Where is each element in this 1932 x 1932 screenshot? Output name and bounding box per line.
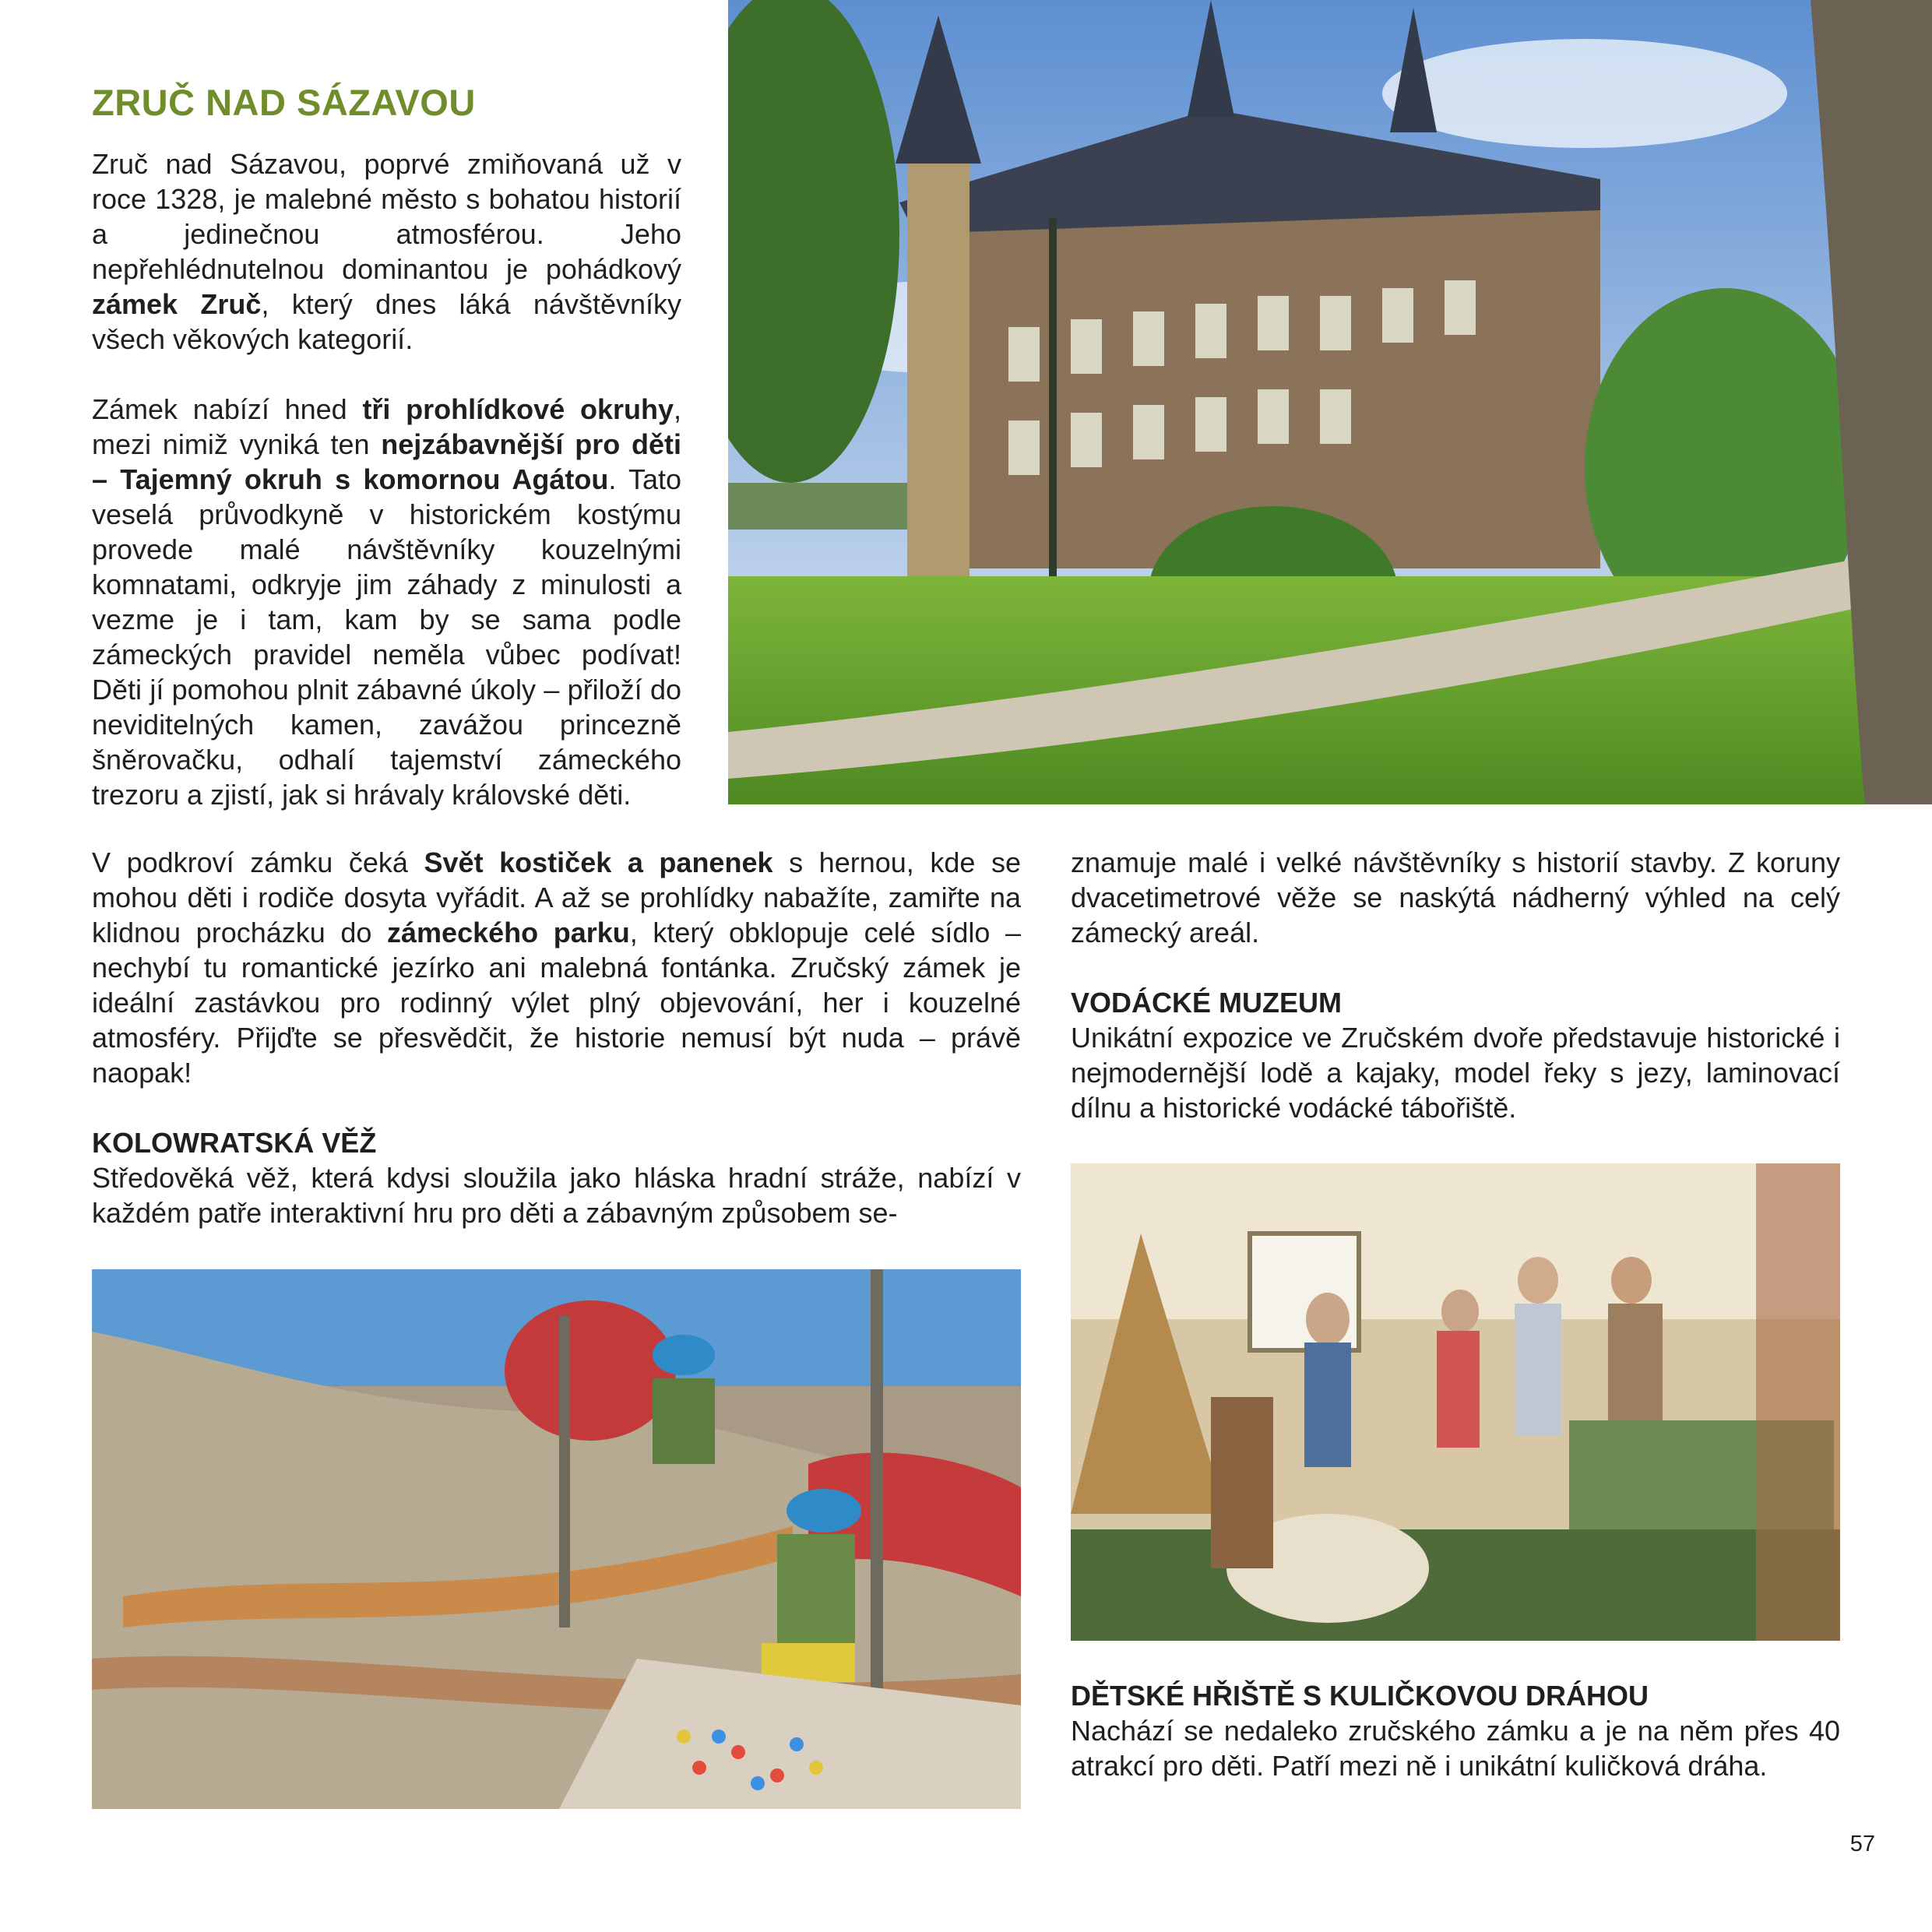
page-number: 57 (1849, 1832, 1875, 1856)
museum-text: Unikátní expozice ve Zručském dvoře představuje historické i nejmodernější lodě a kajaky, model řeky s jezy, laminovací dílnu a historické vodácké tábořiště. (1071, 1022, 1840, 1124)
playground-section (1071, 1678, 1840, 1783)
text-run-bold: nejzábavnější pro děti – Tajemný okruh s komornou Agátou (92, 428, 681, 495)
tower-heading: KOLOWRATSKÁ VĚŽ (92, 1127, 377, 1159)
text-run: . Tato veselá průvodkyně v historickém kostýmu provede malé návštěvníky kouzelnými komnatami, odkryje jim záhady z minulosti a vezme je i tam, kam by se sama podle zámeckých pravidel neměla vůbec podívat! Děti jí pomohou plnit zábavné úkoly – přiloží do neviditelných kamen, zavážou princezně šněrovačku, odhalí tajemství zámeckého trezoru a zjistí, jak si hrávaly královské děti. (92, 463, 681, 811)
text-run: , který obklopuje celé sídlo – nechybí tu romantické jezírko ani malebná fontánka. Zručský zámek je ideální zastávkou pro rodinný výlet plný objevování, her i kouzelné atmosféry. Přijďte se přesvědčit, že historie nemusí být nuda – právě naopak! (92, 917, 1021, 1089)
text-run: s hernou, kde se mohou děti i rodiče dosyta vyřádit. A až se prohlídky nabažíte, zamiřte na klidnou procházku do (92, 846, 1022, 948)
museum-photo (1071, 1163, 1840, 1641)
tower-text: Středověká věž, která kdysi sloužila jako hláska hradní stráže, nabízí v každém patře interaktivní hru pro děti a zábavným způsobem se- (92, 1162, 1021, 1229)
museum-illustration (1071, 1163, 1840, 1641)
text-run: Zruč nad Sázavou, poprvé zmiňovaná už v roce 1328, je malebné město s bohatou historií a jedinečnou atmosférou. Jeho nepřehlédnutelnou dominantou je pohádkový (92, 148, 681, 285)
castle-illustration (728, 0, 1932, 804)
text-run: Zámek nabízí hned (92, 393, 363, 425)
right-text (1071, 845, 1840, 1125)
tower-text-continued: znamuje malé i velké návštěvníky s historií stavby. Z koruny dvacetimetrové věže se naskýtá nádherný výhled na celý zámecký areál. (1071, 846, 1840, 948)
playground-photo (92, 1269, 1021, 1809)
museum-heading: VODÁCKÉ MUZEUM (1071, 987, 1342, 1019)
text-run-bold: tři prohlídkové okruhy (362, 393, 674, 425)
text-run: V podkroví zámku čeká (92, 846, 424, 878)
text-run: , který dnes láká návštěvníky všech věkových kategorií. (92, 288, 682, 355)
text-run-bold: zámek Zruč (92, 288, 262, 320)
middle-text (92, 845, 1021, 1230)
playground-heading: DĚTSKÉ HŘIŠTĚ S KULIČKOVOU DRÁHOU (1071, 1680, 1649, 1712)
middle-paragraph (92, 845, 1021, 1090)
page-title: ZRUČ NAD SÁZAVOU (92, 82, 476, 123)
playground-illustration (92, 1269, 1021, 1809)
playground-text: Nachází se nedaleko zručského zámku a je na něm přes 40 atrakcí pro děti. Patří mezi ně i unikátní kuličková dráha. (1071, 1715, 1840, 1782)
intro-text (92, 146, 681, 812)
text-run-bold: zámeckého parku (387, 917, 630, 948)
intro-paragraph-2 (92, 392, 681, 812)
castle-photo (728, 0, 1932, 804)
text-run-bold: Svět kostiček a panenek (424, 846, 773, 878)
intro-paragraph-1 (92, 146, 681, 357)
text-run: , mezi nimiž vyniká ten (92, 393, 682, 460)
